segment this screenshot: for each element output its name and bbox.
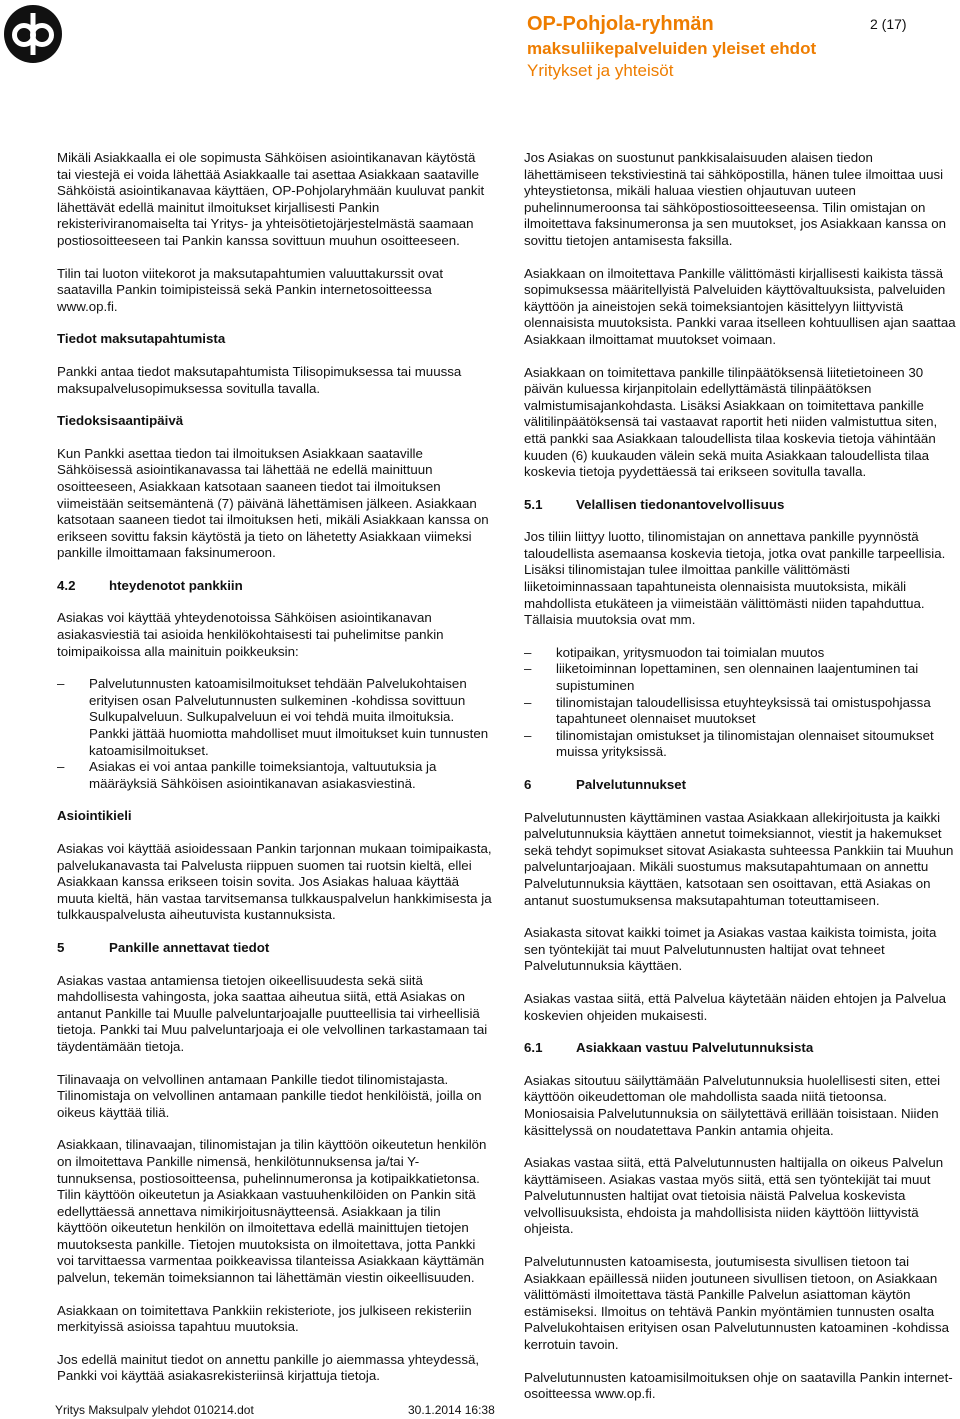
section-heading-6 (524, 777, 959, 794)
section-number: 6.1 (524, 1040, 543, 1056)
paragraph: Palvelutunnusten käyttäminen vastaa Asiakkaan allekirjoitusta ja kaikki palvelutunnuksia käyttäen annetut toimeksiannot, viestit ja hakemukset sekä tehdyt sopimukset sitovat Asiakasta suhteessa Pankkiin tai Muuhun palveluntarjoajaan. Mikäli suostumus maksutapahtumaan on annettu Palvelutunnuksia käyttäen, katsotaan sen osoittavan, että Asiakas on antanut suostumuksensa maksutapahtuman toteuttamiseen. (524, 809, 954, 908)
section-title: hteydenotot pankkiin (109, 577, 243, 593)
header-title: OP-Pohjola-ryhmän (527, 13, 714, 35)
list-item: – Asiakas ei voi antaa pankille toimeksiantoja, valtuutuksia ja määräyksiä Sähköisen asiointikanavan asiakasviestinä. (57, 759, 492, 792)
list-item: – Palvelutunnusten katoamisilmoitukset tehdään Palvelukohtaisen erityisen osan Palvelutunnusten sulkeminen -kohdissa sovittuun Sulkupalveluun. Sulkupalveluun ei voi tehdä muita ilmoituksia. Pankki jättää huomiotta mahdolliset muut ilmoitukset kuin tunnusten katoamisilmoitukset. (57, 676, 492, 759)
op-logo-icon (3, 4, 63, 64)
paragraph: Palvelutunnusten katoamisilmoituksen ohje on saatavilla Pankin internet-osoitteessa www.op.fi. (524, 1369, 953, 1402)
paragraph: Tilin tai luoton viitekorot ja maksutapahtumien valuuttakurssit ovat saatavilla Pankin toimipisteissä sekä Pankin internetosoitteessa www.op.fi. (57, 265, 444, 314)
paragraph: Pankki antaa tiedot maksutapahtumista Tilisopimuksessa tai muussa maksupalvelusopimuksessa sovitulla tavalla. (57, 363, 462, 396)
heading-tiedoksisaantipaiva: Tiedoksisaantipäivä (57, 413, 184, 429)
section-title: Asiakkaan vastuu Palvelutunnuksista (576, 1040, 814, 1056)
section-number: 5.1 (524, 496, 543, 512)
section-number: 5 (57, 939, 65, 955)
page-number: 2 (17) (870, 16, 907, 32)
section-heading-5-1 (524, 497, 959, 514)
paragraph: Tilinavaaja on velvollinen antamaan Pankille tiedot tilinomistajasta. Tilinomistaja on velvollinen antamaan pankille tiedot henkilöistä, joilla on oikeus käyttää tiliä. (57, 1071, 482, 1120)
paragraph: Asiakas sitoutuu säilyttämään Palvelutunnuksia huolellisesti siten, ettei käyttöön oikeudettoman ole mahdollista saada niitä tietoonsa. Moniosaisia Palvelutunnuksia on säilytettävä erillään toisistaan. Niiden käsittelyssä on noudatettava Pankin antamia ohjeita. (524, 1072, 941, 1138)
exception-list (57, 676, 492, 792)
paragraph: Asiakas vastaa siitä, että Palvelua käytetään näiden ehtojen ja Palvelua koskevien ohjeiden mukaisesti. (524, 990, 947, 1023)
section-heading-4-2 (57, 578, 492, 595)
change-list (524, 645, 959, 761)
paragraph: Asiakkaan, tilinavaajan, tilinomistajan ja tilin käyttöön oikeutetun henkilön on ilmoitettava Pankille nimensä, henkilötunnuksensa ja/tai Y-tunnuksensa, postiosoitteensa, puhelinnumeronsa ja kotipaikkatietonsa. Tilin käyttöön oikeutetun ja Asiakkaan vastuuhenkilöiden on Pankin sitä edellyttäessä annettava nimikirjoitusnäytteensä. Asiakkaan ja tilin käyttöön oikeutetun henkilön on ilmoitettava edellä mainittujen tietojen muutoksesta pankille. Tietojen muutoksista on ilmoitettava, jotta Pankki voi tarvittaessa varmentaa poikkeavissa tilanteissa Asiakkaan käyttämän palvelun, tekemän toimeksiannon tai lähettämän viestin oikeellisuuden. (57, 1137, 487, 1286)
paragraph: Asiakas voi käyttää yhteydenotoissa Sähköisen asiointikanavan asiakasviestiä tai asioida henkilökohtaisesti tai puhelimitse pankin toimipaikoissa alla mainituin poikkeuksin: (57, 610, 444, 659)
paragraph: Jos edellä mainitut tiedot on annettu pankille jo aiemmassa yhteydessä, Pankki voi käyttää asiakasrekisteriinsä kirjattuja tietoja. (57, 1351, 480, 1384)
paragraph: Asiakkaan on toimitettava pankille tilinpäätöksensä liitetietoineen 30 päivän kuluessa kirjanpitolain edellyttämästä tilinpäätöksen valmistumisajankohdasta. Lisäksi Asiakkaan on toimitettava pankille välitilinpäätöksensä tai vastaavat raportit heti niiden valmistuttua siten, että pankki saa Asiakkaan taloudellista tilaa koskevia tietoja vähintään kuuden (6) kuukauden välein sekä muita Asiakkaan taloudellista tilaa koskevia tietoja pyydettäessä tai erikseen sovitulla tavalla. (524, 364, 938, 480)
list-item: – tilinomistajan omistukset ja tilinomistajan olennaiset sitoumukset muissa yrityksissä. (524, 728, 959, 761)
paragraph: Kun Pankki asettaa tiedon tai ilmoituksen Asiakkaan saataville Sähköisessä asiointikanavassa tai lähettää ne edellä mainittuun osoitteeseen, Asiakkaan katsotaan saaneen tiedot tai ilmoituksen viimeistään seitsemäntenä (7) päivänä lähettämisen jälkeen. Asiakkaan katsotaan saaneen tiedot tai ilmoituksen heti, mikäli Asiakkaan kanssa on erikseen sovittu faksin käytöstä ja tieto on lähetetty Asiakkaan viimeksi pankille ilmoittamaan faksinumeroon. (57, 445, 489, 561)
paragraph: Asiakkaan on toimitettava Pankkiin rekisteriote, jos julkiseen rekisteriin merkityissä asioissa tapahtuu muutoksia. (57, 1302, 472, 1335)
section-heading-5 (57, 940, 492, 957)
paragraph: Jos tiliin liittyy luotto, tilinomistajan on annettava pankille pyynnöstä taloudellista asemaansa koskevia tietoja, jotka ovat pankille tarpeellisia. Lisäksi tilinomistajan tulee ilmoittaa pankille välittömästi liiketoiminnassaan tapahtuneista olennaisista muutoksista, mikäli mahdollista etukäteen ja viimeistään välittömästi niiden tapahduttua. Tällaisia muutoksia ovat mm. (524, 529, 946, 628)
footer-filename: Yritys Maksulpalv ylehdot 010214.dot (55, 1403, 254, 1417)
paragraph: Asiakas vastaa siitä, että Palvelutunnusten haltijalla on oikeus Palvelun käyttämiseen. Asiakas vastaa myös siitä, että sen työntekijät tai muut Palvelutunnusten haltijat ovat tietoisia näistä Palvelua koskevista velvollisuuksista, ehdoista ja mahdollisista niiden käyttöön liittyvistä ohjeista. (524, 1155, 944, 1237)
section-title: Palvelutunnukset (576, 777, 687, 792)
paragraph: Asiakasta sitovat kaikki toimet ja Asiakas vastaa kaikista toimista, joita sen työntekijät tai muut Palvelutunnusten haltijat ovat tehneet Palvelutunnuksia käyttäen. (524, 925, 937, 974)
paragraph: Palvelutunnusten katoamisesta, joutumisesta sivullisen tietoon tai Asiakkaan epäillessä niiden joutuneen sivullisen tietoon, on Asiakkaan välittömästi ilmoitettava tästä Pankille Palvelun asiattoman käytön estämiseksi. Ilmoitus on tehtävä Pankin myöntämien tunnusten osalta Palvelukohtaisen erityisen osan Palvelutunnusten katoaminen -kohdissa kerrotuin tavoin. (524, 1254, 950, 1353)
left-column (57, 150, 492, 1401)
footer-date: 30.1.2014 16:38 (408, 1403, 495, 1417)
section-title: Velallisen tiedonantovelvollisuus (576, 496, 785, 512)
section-heading-6-1 (524, 1040, 959, 1057)
header-subtitle-2: Yritykset ja yhteisöt (527, 61, 674, 80)
paragraph: Asiakas voi käyttää asioidessaan Pankin tarjonnan mukaan toimipaikasta, palvelukanavasta tai Palvelusta riippuen suomen tai ruotsin kieltä, ellei Asiakkaan kanssa erikseen toisin sovita. Jos Asiakas haluaa käyttää muuta kieltä, hän vastaa tarvitsemansa tulkkauspalvelun hankkimisesta ja tulkkauspalvelusta aiheutuvista kustannuksista. (57, 841, 492, 923)
heading-tiedot-maksutapahtumista: Tiedot maksutapahtumista (57, 331, 226, 347)
section-title: Pankille annettavat tiedot (109, 939, 270, 955)
list-item: – kotipaikan, yritysmuodon tai toimialan muutos (524, 645, 959, 662)
paragraph: Jos Asiakas on suostunut pankkisalaisuuden alaisen tiedon lähettämiseen tekstiviestinä tai sähköpostilla, hänen tulee ilmoittaa uusi yhteystietonsa, mikäli haluaa viestien ohjautuvan uuteen puhelinnumeroonsa tai sähköpostiosoitteeseensa. Tilin omistajan on ilmoitettava faksinumeronsa ja sen muutokset, jos Asiakkaan kanssa on sovittu tietojen antamisesta faksilla. (524, 150, 947, 248)
paragraph: Mikäli Asiakkaalla ei ole sopimusta Sähköisen asiointikanavan käytöstä tai viestejä ei voida lähettää Asiakkaalle tai asettaa Asiakkaan saataville Sähköistä asiointikanavaa käyttäen, OP-Pohjolaryhmään kuuluvat pankit lähettävät edellä mainitut ilmoitukset kirjallisesti Pankin rekisteriviranomaiselta tai Yritys- ja yhteisötietojärjestelmästä saamaan postiosoitteeseen tai Pankin kanssa sovittuun muuhun osoitteeseen. (57, 150, 485, 248)
right-column (524, 150, 959, 1419)
paragraph: Asiakkaan on ilmoitettava Pankille välittömästi kirjallisesti kaikista tässä sopimuksessa määritellyistä Palveluiden käyttövaltuuksista, palveluiden käyttöön ja aineistojen sekä toimeksiantojen käsittelyyn liittyvistä olennaisista muutoksista. Pankki varaa itselleen kohtuullisen ajan saattaa Asiakkaan ilmoittamat muutokset voimaan. (524, 265, 956, 347)
section-number: 4.2 (57, 577, 76, 593)
heading-asiointikieli: Asiointikieli (57, 808, 132, 824)
document-header (527, 12, 927, 82)
paragraph: Asiakas vastaa antamiensa tietojen oikeellisuudesta sekä siitä mahdollisesta vahingosta, joka saattaa aiheutua siitä, että Asiakas on antanut Pankille tai Muulle palveluntarjoajalle puutteellisia tai virheellisiä tietoja. Pankki tai Muu palveluntarjoaja ei ole velvollinen tarkastamaan tai täydentämään tietoja. (57, 972, 488, 1054)
section-number: 6 (524, 777, 532, 792)
list-item: – liiketoiminnan lopettaminen, sen olennainen laajentuminen tai supistuminen (524, 661, 959, 694)
list-item: – tilinomistajan taloudellisissa etuyhteyksissä tai omistuspohjassa tapahtuneet olennaiset muutokset (524, 695, 959, 728)
header-subtitle: maksuliikepalveluiden yleiset ehdot (527, 39, 817, 58)
